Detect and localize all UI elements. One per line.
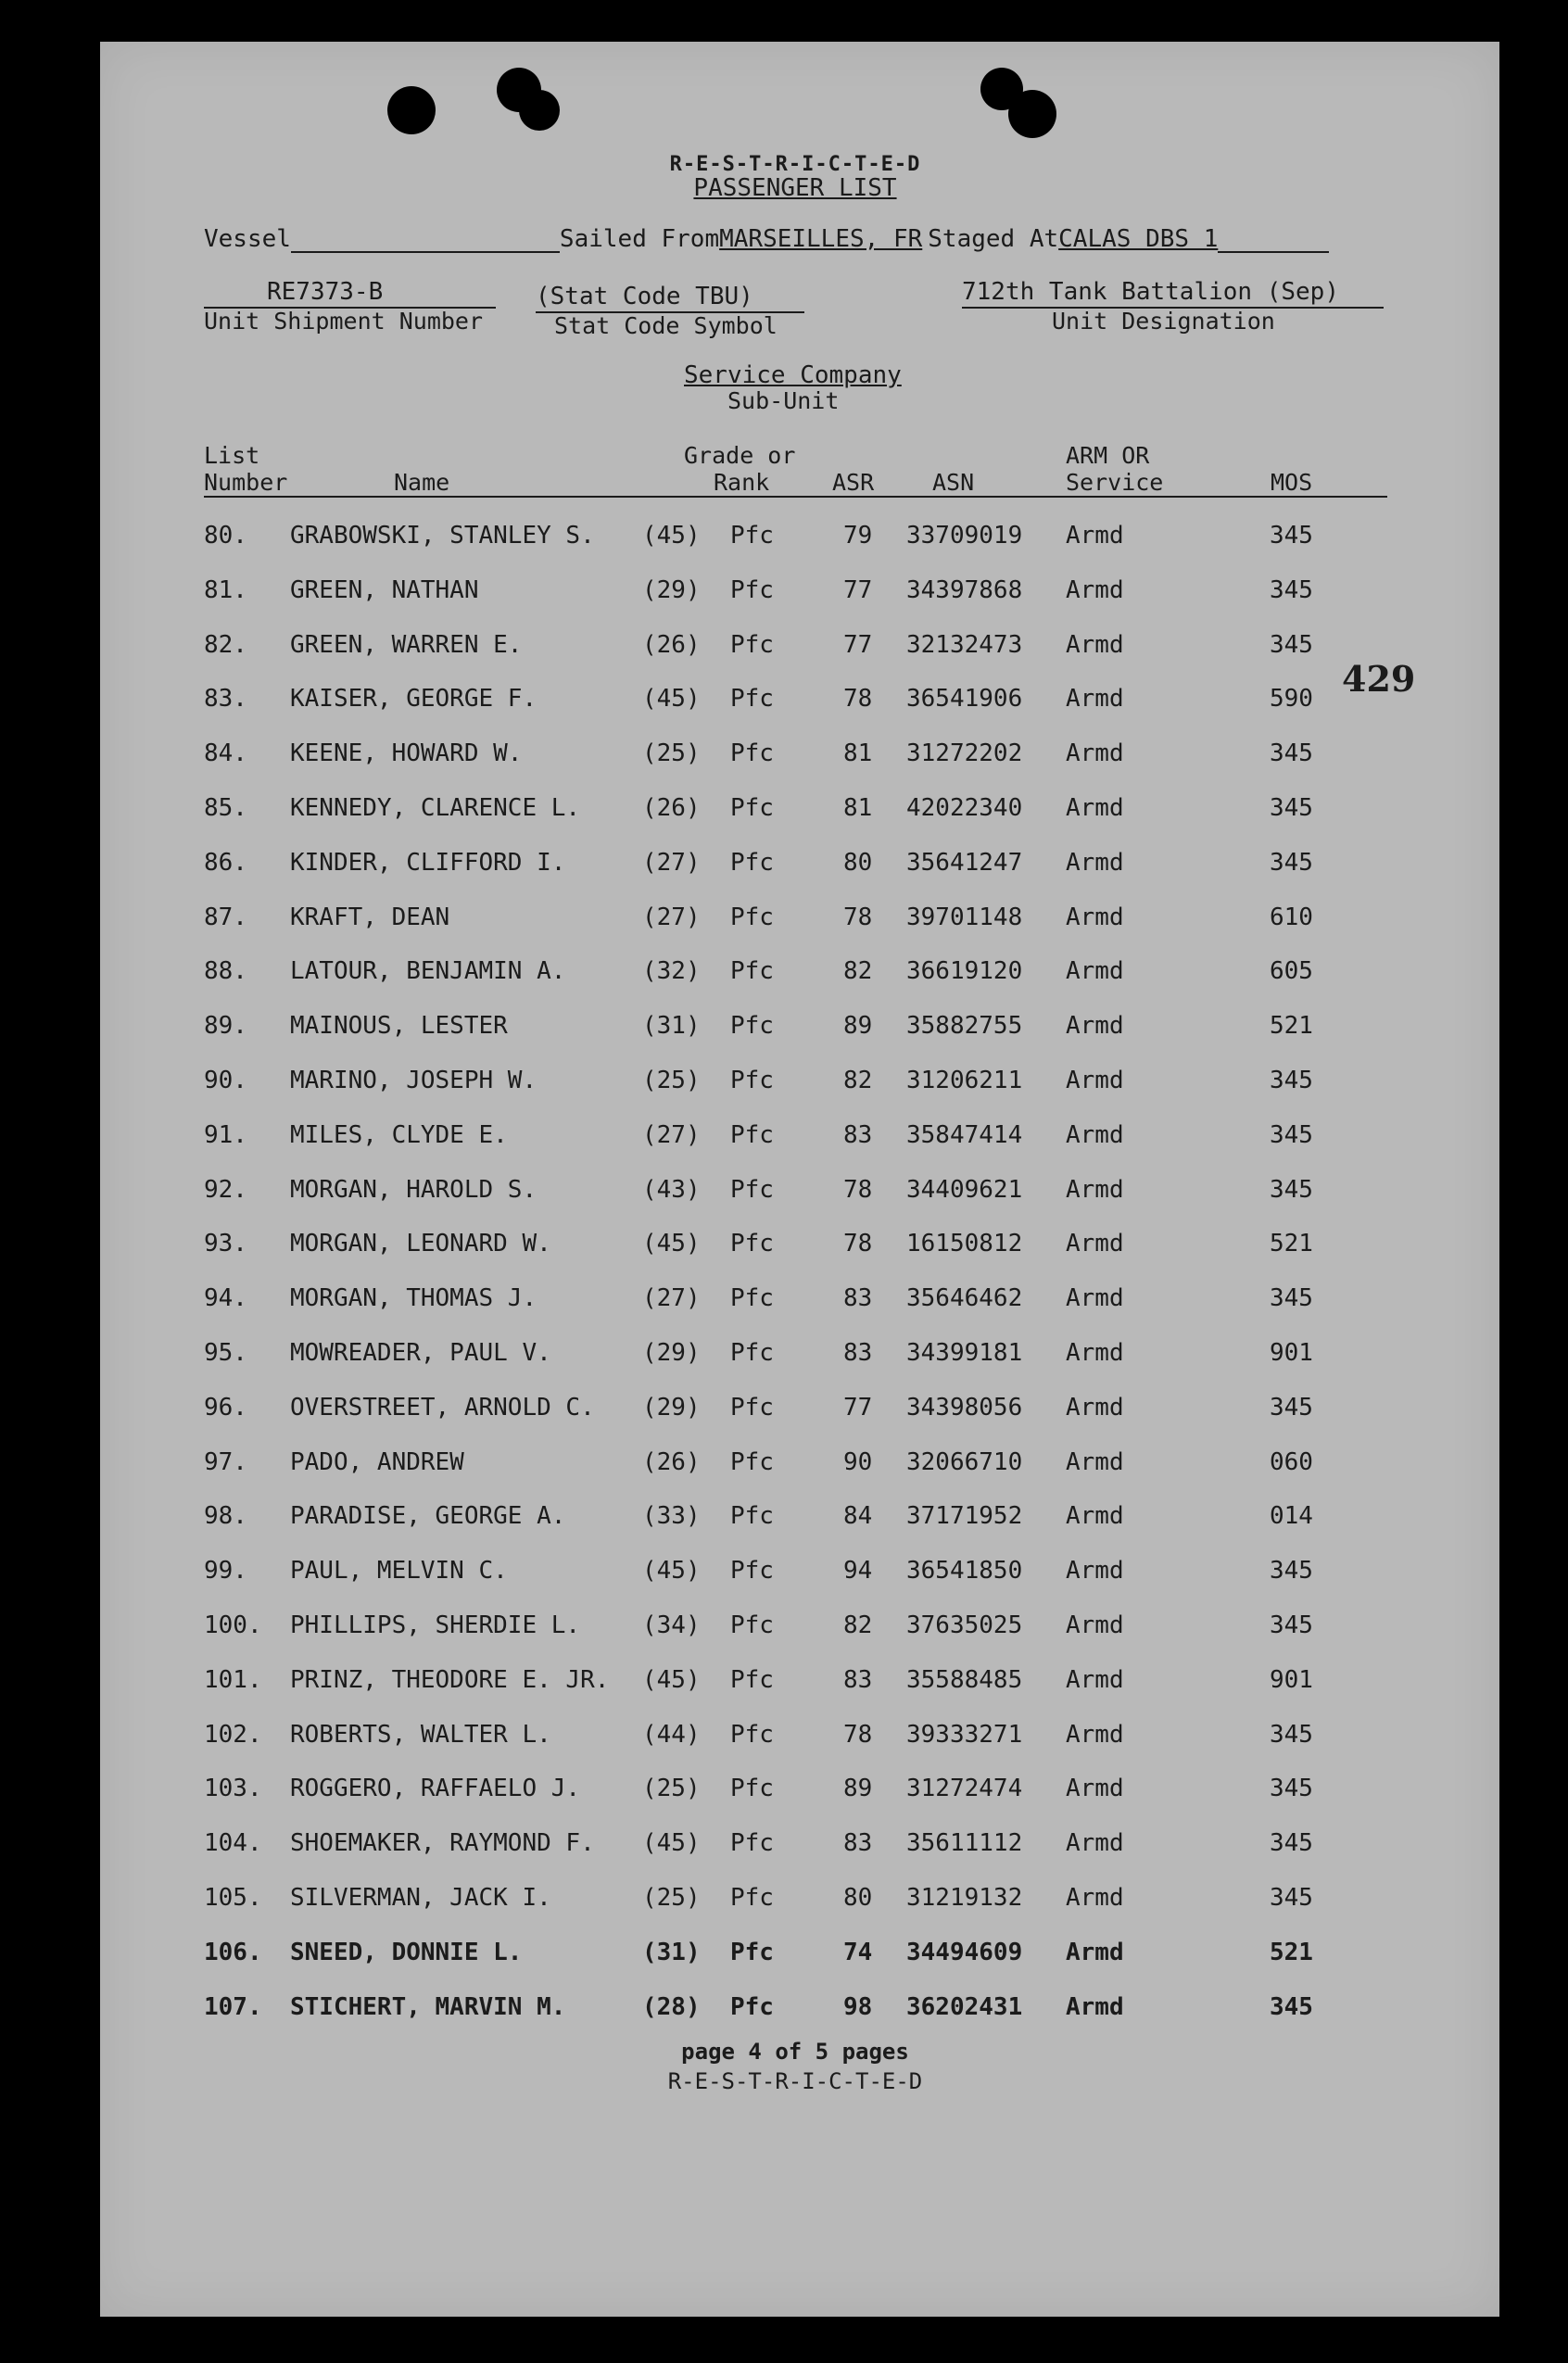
- row-name: MOWREADER, PAUL V.: [290, 1339, 551, 1367]
- unit-designation: 712th Tank Battalion (Sep): [962, 278, 1339, 306]
- row-number: 96.: [204, 1394, 247, 1422]
- row-arm: Armd: [1066, 849, 1124, 877]
- row-mos: 345: [1270, 1884, 1313, 1912]
- sub-unit-label: Sub-Unit: [727, 387, 840, 414]
- row-asn: 36619120: [906, 957, 1023, 985]
- row-number: 90.: [204, 1067, 247, 1094]
- row-arm: Armd: [1066, 1176, 1124, 1204]
- row-mos: 345: [1270, 1829, 1313, 1857]
- row-age: (26): [642, 794, 701, 822]
- row-age: (25): [642, 739, 701, 767]
- row-rank: Pfc: [730, 1067, 774, 1094]
- row-age: (29): [642, 1339, 701, 1367]
- row-number: 100.: [204, 1611, 262, 1639]
- row-asr: 77: [843, 1394, 873, 1422]
- row-number: 87.: [204, 904, 247, 931]
- row-asn: 31272202: [906, 739, 1023, 767]
- row-mos: 590: [1270, 685, 1313, 713]
- row-asr: 83: [843, 1121, 873, 1149]
- row-age: (31): [642, 1012, 701, 1040]
- row-rank: Pfc: [730, 794, 774, 822]
- row-age: (27): [642, 1284, 701, 1312]
- row-asn: 35847414: [906, 1121, 1023, 1149]
- row-age: (34): [642, 1611, 701, 1639]
- row-asn: 35646462: [906, 1284, 1023, 1312]
- row-arm: Armd: [1066, 1284, 1124, 1312]
- row-age: (29): [642, 1394, 701, 1422]
- row-arm: Armd: [1066, 1993, 1124, 2021]
- row-age: (25): [642, 1067, 701, 1094]
- row-rank: Pfc: [730, 1121, 774, 1149]
- col-arm-1: ARM OR: [1066, 442, 1150, 469]
- row-mos: 345: [1270, 1557, 1313, 1585]
- punch-hole-1: [387, 86, 436, 134]
- row-arm: Armd: [1066, 1939, 1124, 1966]
- row-arm: Armd: [1066, 904, 1124, 931]
- header-rule: [204, 496, 1387, 498]
- row-name: MORGAN, THOMAS J.: [290, 1284, 537, 1312]
- row-rank: Pfc: [730, 957, 774, 985]
- row-number: 91.: [204, 1121, 247, 1149]
- row-asn: 35611112: [906, 1829, 1023, 1857]
- row-asr: 84: [843, 1502, 873, 1530]
- footer-restricted: R-E-S-T-R-I-C-T-E-D: [667, 2068, 923, 2094]
- row-asn: 32132473: [906, 631, 1023, 659]
- row-rank: Pfc: [730, 576, 774, 604]
- row-arm: Armd: [1066, 522, 1124, 550]
- row-asn: 31219132: [906, 1884, 1023, 1912]
- row-age: (45): [642, 685, 701, 713]
- row-mos: 345: [1270, 631, 1313, 659]
- row-age: (28): [642, 1993, 701, 2021]
- row-asn: 39333271: [906, 1721, 1023, 1749]
- staged-value: CALAS DBS 1: [1058, 225, 1219, 253]
- row-rank: Pfc: [730, 849, 774, 877]
- row-mos: 521: [1270, 1230, 1313, 1257]
- row-arm: Armd: [1066, 957, 1124, 985]
- row-name: OVERSTREET, ARNOLD C.: [290, 1394, 595, 1422]
- sub-unit-name: Service Company: [684, 361, 902, 389]
- row-asr: 82: [843, 957, 873, 985]
- row-asr: 83: [843, 1666, 873, 1694]
- row-age: (45): [642, 1829, 701, 1857]
- row-name: MORGAN, LEONARD W.: [290, 1230, 551, 1257]
- row-mos: 345: [1270, 1284, 1313, 1312]
- staged-label: Staged At: [928, 225, 1059, 253]
- row-age: (32): [642, 957, 701, 985]
- row-name: MILES, CLYDE E.: [290, 1121, 508, 1149]
- row-mos: 345: [1270, 1067, 1313, 1094]
- punch-hole-3: [519, 90, 560, 131]
- row-number: 94.: [204, 1284, 247, 1312]
- row-asn: 37171952: [906, 1502, 1023, 1530]
- row-asr: 83: [843, 1829, 873, 1857]
- row-number: 107.: [204, 1993, 262, 2021]
- row-age: (25): [642, 1884, 701, 1912]
- row-age: (45): [642, 1557, 701, 1585]
- row-age: (45): [642, 522, 701, 550]
- row-rank: Pfc: [730, 1557, 774, 1585]
- row-rank: Pfc: [730, 522, 774, 550]
- row-arm: Armd: [1066, 576, 1124, 604]
- row-name: KRAFT, DEAN: [290, 904, 450, 931]
- row-rank: Pfc: [730, 1176, 774, 1204]
- row-name: PHILLIPS, SHERDIE L.: [290, 1611, 581, 1639]
- vessel-blank: [291, 251, 560, 253]
- row-asr: 74: [843, 1939, 873, 1966]
- row-asr: 94: [843, 1557, 873, 1585]
- row-asr: 82: [843, 1067, 873, 1094]
- row-name: GREEN, NATHAN: [290, 576, 479, 604]
- row-number: 83.: [204, 685, 247, 713]
- row-number: 85.: [204, 794, 247, 822]
- row-number: 93.: [204, 1230, 247, 1257]
- row-asr: 81: [843, 739, 873, 767]
- row-name: PARADISE, GEORGE A.: [290, 1502, 566, 1530]
- row-number: 88.: [204, 957, 247, 985]
- row-arm: Armd: [1066, 1448, 1124, 1476]
- row-number: 102.: [204, 1721, 262, 1749]
- handwritten-page-number: 429: [1342, 658, 1416, 700]
- row-asr: 81: [843, 794, 873, 822]
- row-asn: 39701148: [906, 904, 1023, 931]
- row-arm: Armd: [1066, 1666, 1124, 1694]
- row-asn: 34409621: [906, 1176, 1023, 1204]
- row-age: (45): [642, 1666, 701, 1694]
- row-mos: 901: [1270, 1666, 1313, 1694]
- row-mos: 345: [1270, 576, 1313, 604]
- row-asn: 34399181: [906, 1339, 1023, 1367]
- row-asr: 83: [843, 1339, 873, 1367]
- row-age: (26): [642, 1448, 701, 1476]
- shipment-label: Unit Shipment Number: [204, 308, 484, 335]
- row-asn: 35641247: [906, 849, 1023, 877]
- row-arm: Armd: [1066, 1230, 1124, 1257]
- row-mos: 345: [1270, 1775, 1313, 1802]
- row-asr: 78: [843, 1230, 873, 1257]
- row-number: 84.: [204, 739, 247, 767]
- row-age: (29): [642, 576, 701, 604]
- row-mos: 901: [1270, 1339, 1313, 1367]
- shipment-number: RE7373-B: [267, 278, 384, 306]
- row-asn: 34494609: [906, 1939, 1023, 1966]
- col-asr: ASR: [832, 469, 875, 496]
- row-asn: 34398056: [906, 1394, 1023, 1422]
- row-number: 105.: [204, 1884, 262, 1912]
- row-asn: 34397868: [906, 576, 1023, 604]
- row-asn: 16150812: [906, 1230, 1023, 1257]
- row-asr: 89: [843, 1775, 873, 1802]
- row-mos: 345: [1270, 794, 1313, 822]
- row-arm: Armd: [1066, 1884, 1124, 1912]
- sailed-value: MARSEILLES, FR: [719, 225, 923, 253]
- row-mos: 345: [1270, 1394, 1313, 1422]
- page-title: PASSENGER LIST: [693, 174, 897, 202]
- staged-blank: [1218, 251, 1329, 253]
- row-age: (43): [642, 1176, 701, 1204]
- row-name: ROGGERO, RAFFAELO J.: [290, 1775, 581, 1802]
- row-asr: 78: [843, 904, 873, 931]
- row-age: (27): [642, 849, 701, 877]
- row-arm: Armd: [1066, 1721, 1124, 1749]
- row-asn: 36541850: [906, 1557, 1023, 1585]
- col-name: Name: [394, 469, 450, 496]
- row-number: 80.: [204, 522, 247, 550]
- row-asn: 31206211: [906, 1067, 1023, 1094]
- document-page: [100, 42, 1499, 2317]
- row-arm: Armd: [1066, 1121, 1124, 1149]
- row-arm: Armd: [1066, 1339, 1124, 1367]
- row-number: 92.: [204, 1176, 247, 1204]
- row-asr: 82: [843, 1611, 873, 1639]
- row-mos: 605: [1270, 957, 1313, 985]
- row-age: (25): [642, 1775, 701, 1802]
- row-rank: Pfc: [730, 1884, 774, 1912]
- col-mos: MOS: [1271, 469, 1313, 496]
- row-asr: 78: [843, 1176, 873, 1204]
- row-name: GREEN, WARREN E.: [290, 631, 523, 659]
- row-arm: Armd: [1066, 1012, 1124, 1040]
- row-mos: 345: [1270, 522, 1313, 550]
- restricted-header: R-E-S-T-R-I-C-T-E-D: [669, 153, 921, 176]
- row-name: ROBERTS, WALTER L.: [290, 1721, 551, 1749]
- row-name: LATOUR, BENJAMIN A.: [290, 957, 566, 985]
- row-name: KENNEDY, CLARENCE L.: [290, 794, 581, 822]
- row-mos: 345: [1270, 1721, 1313, 1749]
- row-asr: 80: [843, 849, 873, 877]
- row-asr: 79: [843, 522, 873, 550]
- stat-label: Stat Code Symbol: [554, 312, 778, 339]
- row-name: KAISER, GEORGE F.: [290, 685, 537, 713]
- row-rank: Pfc: [730, 739, 774, 767]
- row-arm: Armd: [1066, 1502, 1124, 1530]
- row-number: 99.: [204, 1557, 247, 1585]
- row-rank: Pfc: [730, 1394, 774, 1422]
- row-number: 95.: [204, 1339, 247, 1367]
- row-mos: 521: [1270, 1012, 1313, 1040]
- row-rank: Pfc: [730, 1993, 774, 2021]
- row-asr: 77: [843, 576, 873, 604]
- row-arm: Armd: [1066, 685, 1124, 713]
- row-asn: 42022340: [906, 794, 1023, 822]
- row-rank: Pfc: [730, 904, 774, 931]
- vessel-label: Vessel: [204, 225, 291, 253]
- row-arm: Armd: [1066, 1829, 1124, 1857]
- row-name: MARINO, JOSEPH W.: [290, 1067, 537, 1094]
- row-arm: Armd: [1066, 1611, 1124, 1639]
- row-asn: 36202431: [906, 1993, 1023, 2021]
- row-number: 82.: [204, 631, 247, 659]
- row-asr: 78: [843, 1721, 873, 1749]
- row-rank: Pfc: [730, 1666, 774, 1694]
- footer-page: page 4 of 5 pages: [681, 2039, 909, 2065]
- row-rank: Pfc: [730, 1611, 774, 1639]
- col-grade-2: Rank: [714, 469, 770, 496]
- row-rank: Pfc: [730, 631, 774, 659]
- row-rank: Pfc: [730, 685, 774, 713]
- row-name: PRINZ, THEODORE E. JR.: [290, 1666, 610, 1694]
- row-name: SILVERMAN, JACK I.: [290, 1884, 551, 1912]
- row-number: 98.: [204, 1502, 247, 1530]
- row-mos: 060: [1270, 1448, 1313, 1476]
- row-asr: 90: [843, 1448, 873, 1476]
- row-number: 86.: [204, 849, 247, 877]
- row-arm: Armd: [1066, 631, 1124, 659]
- row-arm: Armd: [1066, 1067, 1124, 1094]
- row-name: PADO, ANDREW: [290, 1448, 464, 1476]
- row-number: 97.: [204, 1448, 247, 1476]
- row-rank: Pfc: [730, 1721, 774, 1749]
- row-asn: 37635025: [906, 1611, 1023, 1639]
- row-asr: 80: [843, 1884, 873, 1912]
- row-age: (27): [642, 1121, 701, 1149]
- row-asn: 33709019: [906, 522, 1023, 550]
- col-list-2: Number: [204, 469, 288, 496]
- row-asn: 35588485: [906, 1666, 1023, 1694]
- row-rank: Pfc: [730, 1775, 774, 1802]
- row-age: (26): [642, 631, 701, 659]
- row-name: SHOEMAKER, RAYMOND F.: [290, 1829, 595, 1857]
- row-asr: 98: [843, 1993, 873, 2021]
- row-name: MAINOUS, LESTER: [290, 1012, 508, 1040]
- row-rank: Pfc: [730, 1284, 774, 1312]
- row-rank: Pfc: [730, 1829, 774, 1857]
- col-asn: ASN: [932, 469, 975, 496]
- row-number: 103.: [204, 1775, 262, 1802]
- designation-label: Unit Designation: [1052, 308, 1275, 335]
- row-name: MORGAN, HAROLD S.: [290, 1176, 537, 1204]
- row-asn: 31272474: [906, 1775, 1023, 1802]
- row-asr: 78: [843, 685, 873, 713]
- row-number: 104.: [204, 1829, 262, 1857]
- row-name: KINDER, CLIFFORD I.: [290, 849, 566, 877]
- row-age: (44): [642, 1721, 701, 1749]
- col-grade-1: Grade or: [684, 442, 796, 469]
- row-arm: Armd: [1066, 1394, 1124, 1422]
- row-number: 106.: [204, 1939, 262, 1966]
- row-number: 89.: [204, 1012, 247, 1040]
- row-age: (45): [642, 1230, 701, 1257]
- stat-code: (Stat Code TBU): [536, 283, 753, 310]
- row-mos: 345: [1270, 1176, 1313, 1204]
- row-rank: Pfc: [730, 1502, 774, 1530]
- row-mos: 345: [1270, 849, 1313, 877]
- punch-hole-5: [1008, 90, 1056, 138]
- row-rank: Pfc: [730, 1012, 774, 1040]
- col-arm-2: Service: [1066, 469, 1164, 496]
- row-mos: 345: [1270, 1993, 1313, 2021]
- row-asn: 36541906: [906, 685, 1023, 713]
- vessel-line: [204, 225, 1329, 253]
- row-rank: Pfc: [730, 1939, 774, 1966]
- row-name: KEENE, HOWARD W.: [290, 739, 523, 767]
- row-name: GRABOWSKI, STANLEY S.: [290, 522, 595, 550]
- row-asn: 32066710: [906, 1448, 1023, 1476]
- row-mos: 014: [1270, 1502, 1313, 1530]
- row-asr: 83: [843, 1284, 873, 1312]
- row-arm: Armd: [1066, 739, 1124, 767]
- row-arm: Armd: [1066, 794, 1124, 822]
- row-asr: 89: [843, 1012, 873, 1040]
- row-number: 101.: [204, 1666, 262, 1694]
- row-age: (27): [642, 904, 701, 931]
- row-age: (33): [642, 1502, 701, 1530]
- row-name: PAUL, MELVIN C.: [290, 1557, 508, 1585]
- row-mos: 345: [1270, 1611, 1313, 1639]
- row-asn: 35882755: [906, 1012, 1023, 1040]
- row-arm: Armd: [1066, 1775, 1124, 1802]
- row-rank: Pfc: [730, 1339, 774, 1367]
- row-rank: Pfc: [730, 1448, 774, 1476]
- row-mos: 521: [1270, 1939, 1313, 1966]
- row-mos: 345: [1270, 739, 1313, 767]
- row-age: (31): [642, 1939, 701, 1966]
- row-arm: Armd: [1066, 1557, 1124, 1585]
- row-number: 81.: [204, 576, 247, 604]
- row-name: SNEED, DONNIE L.: [290, 1939, 523, 1966]
- sailed-label: Sailed From: [559, 225, 720, 253]
- row-name: STICHERT, MARVIN M.: [290, 1993, 566, 2021]
- row-mos: 610: [1270, 904, 1313, 931]
- col-list-1: List: [204, 442, 260, 469]
- row-asr: 77: [843, 631, 873, 659]
- row-rank: Pfc: [730, 1230, 774, 1257]
- row-mos: 345: [1270, 1121, 1313, 1149]
